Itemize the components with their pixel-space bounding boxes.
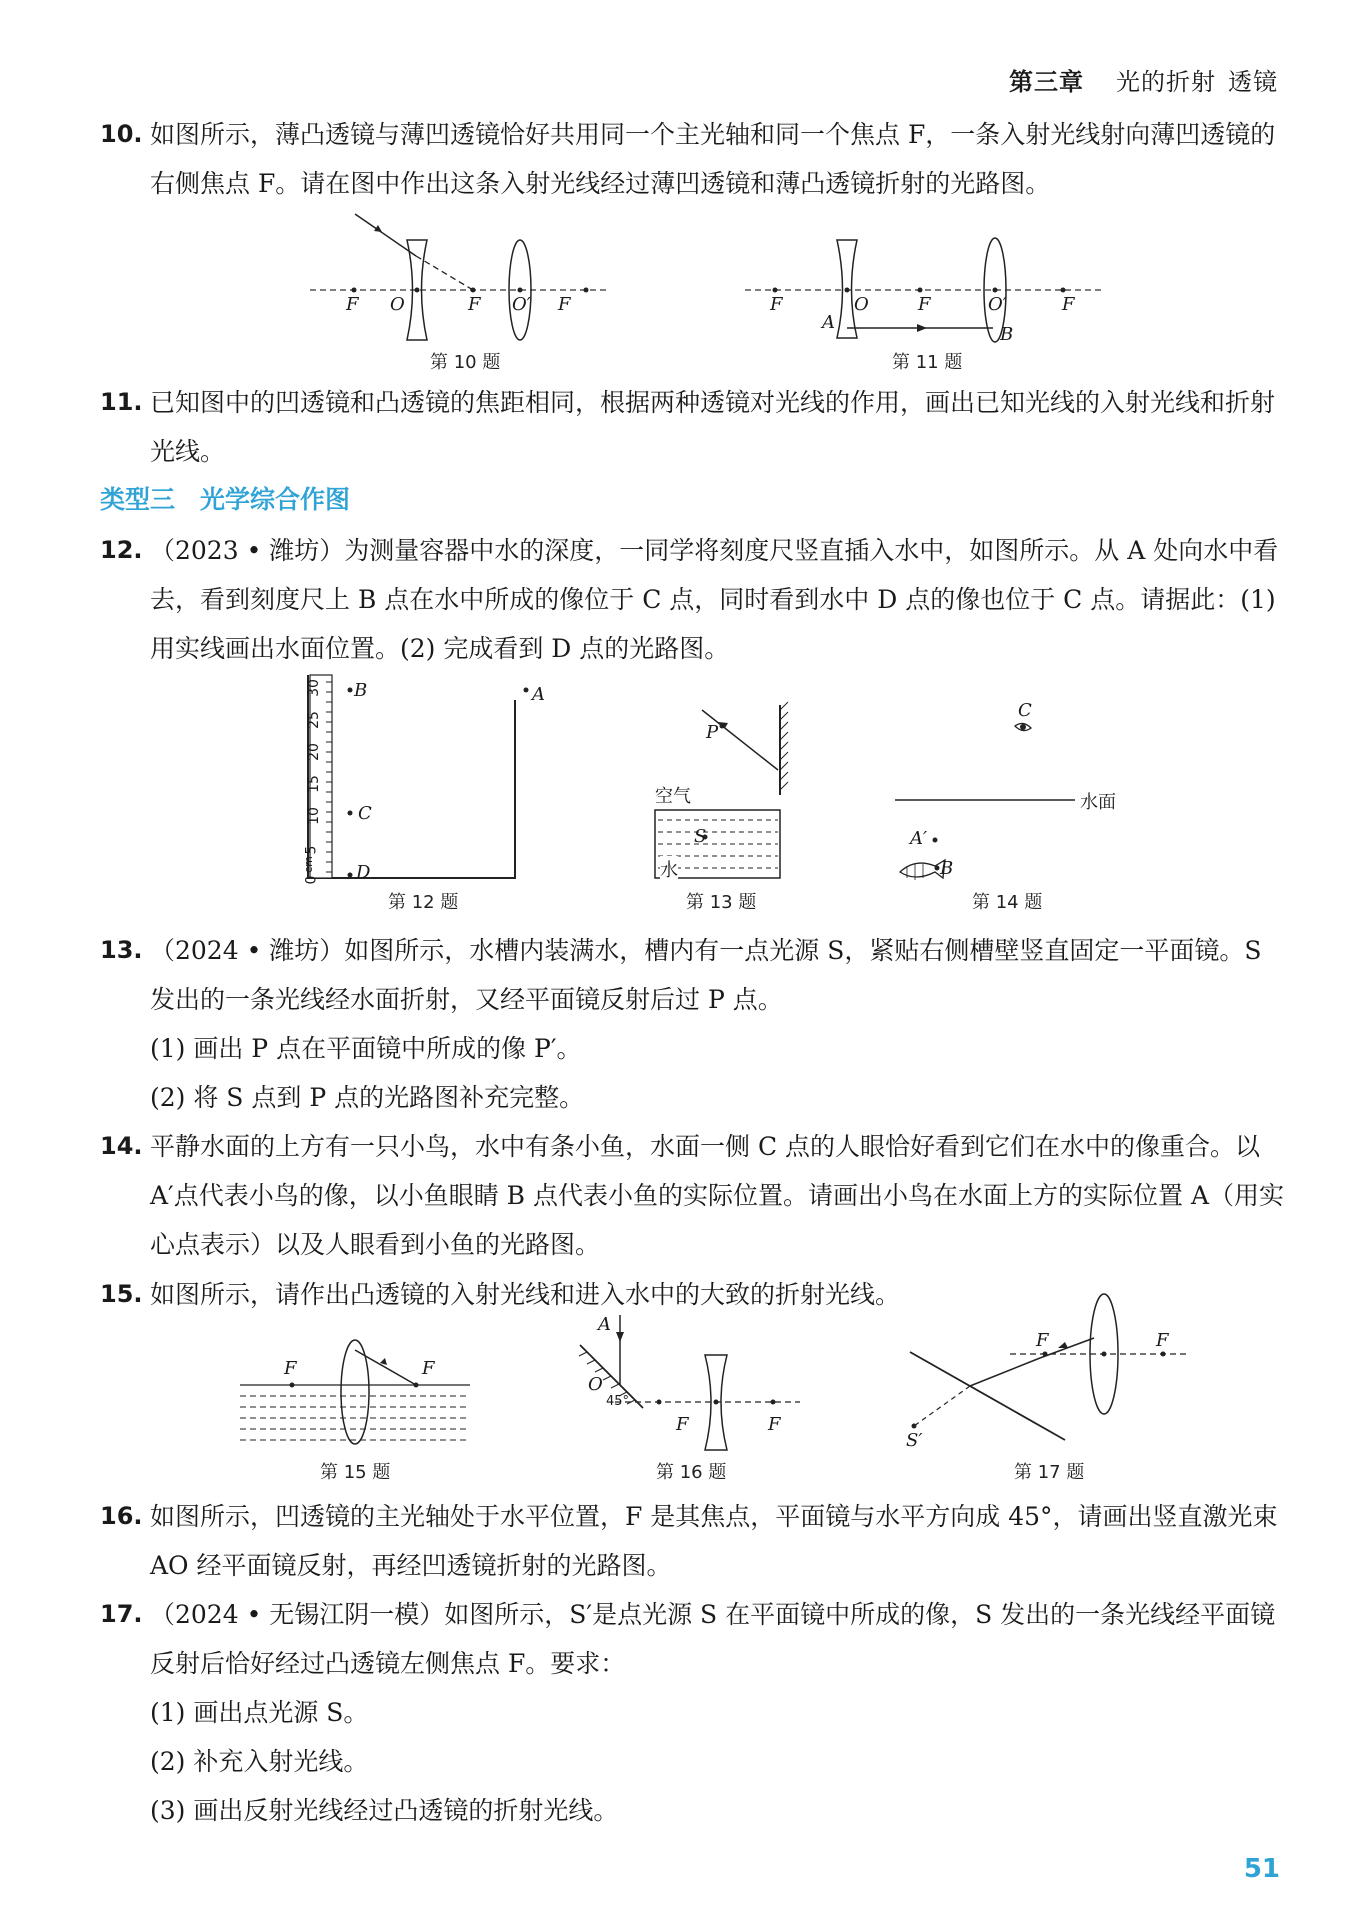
question-number: 14. [100,1132,143,1160]
question-text: （2024 • 无锡江阴一模）如图所示，S′是点光源 S 在平面镜中所成的像，S 发出的一条光线经平面镜反射后恰好经过凸透镜左侧焦点 F。要求： [150,1600,1276,1678]
label-B: B [1000,324,1014,345]
label-F: F [1036,1330,1049,1351]
label-O-prime: O′ [512,294,531,315]
figure-14 [895,700,1095,885]
page-header [1009,62,1278,97]
question-13-sub-2: (2) 将 S 点到 P 点的光路图补充完整。 [150,1083,585,1112]
ruler-tick: 20 [305,743,322,761]
chapter-title-1: 光的折射 [1116,68,1216,96]
figure-10 [310,210,620,370]
label-O: O [588,1374,603,1395]
label-S-prime: S′ [906,1430,923,1451]
question-number: 16. [100,1502,143,1530]
question-14 [100,1122,1290,1269]
question-13 [100,926,1290,1024]
question-number: 13. [100,936,143,964]
label-angle: 45° [606,1394,630,1409]
question-17 [100,1590,1290,1688]
label-P: P [706,722,719,743]
label-water: 水 [660,856,678,882]
question-number: 12. [100,536,143,564]
label-O: O [854,294,869,315]
question-text: 已知图中的凹透镜和凸透镜的焦距相同，根据两种透镜对光线的作用，画出已知光线的入射光线和折射光线。 [150,388,1276,466]
figure-15 [240,1330,470,1450]
label-F: F [676,1414,689,1435]
question-number: 17. [100,1600,143,1628]
question-text: 如图所示，请作出凸透镜的入射光线和进入水中的大致的折射光线。 [150,1280,901,1309]
label-F: F [1156,1330,1169,1351]
label-F: F [558,294,571,315]
ruler-unit: cm [301,856,315,873]
question-10 [100,110,1290,208]
question-17-sub-2: (2) 补充入射光线。 [150,1747,369,1776]
question-number: 15. [100,1280,143,1308]
label-F: F [422,1358,435,1379]
label-B: B [940,858,954,879]
figure-13-caption: 第 13 题 [686,892,757,913]
label-air: 空气 [655,786,691,807]
ruler-tick: 15 [305,775,322,793]
chapter-title-2: 透镜 [1228,68,1278,96]
label-F: F [770,294,783,315]
question-text: （2024 • 潍坊）如图所示，水槽内装满水，槽内有一点光源 S，紧贴右侧槽壁竖直固定一平面镜。S 发出的一条光线经水面折射，又经平面镜反射后过 P 点。 [150,936,1262,1014]
question-12 [100,526,1290,673]
label-A: A [598,1314,611,1335]
question-11 [100,378,1290,476]
label-F: F [918,294,931,315]
page-number: 51 [1243,1854,1280,1884]
question-text: 如图所示，凹透镜的主光轴处于水平位置，F 是其焦点，平面镜与水平方向成 45°，请画出竖直激光束 AO 经平面镜反射，再经凹透镜折射的光路图。 [150,1502,1278,1580]
label-C: C [358,803,372,824]
question-text: 平静水面的上方有一只小鸟，水中有条小鱼，水面一侧 C 点的人眼恰好看到它们在水中的像重合。以 A′点代表小鸟的像，以小鱼眼睛 B 点代表小鱼的实际位置。请画出小鸟在水面上方的实际位置 A（用实心点表示）以及人眼看到小鱼的光路图。 [150,1132,1285,1259]
label-O-prime: O′ [988,294,1007,315]
label-B: B [354,680,368,701]
label-water-surface: 水面 [1080,792,1116,813]
label-F: F [346,294,359,315]
figure-11 [745,210,1110,350]
label-F: F [468,294,481,315]
question-number: 11. [100,388,143,416]
question-number: 10. [100,120,143,148]
figure-11-caption: 第 11 题 [892,352,963,373]
question-17-sub-3: (3) 画出反射光线经过凸透镜的折射光线。 [150,1796,619,1825]
figure-14-caption: 第 14 题 [972,892,1043,913]
question-16 [100,1492,1290,1590]
ruler-tick: 10 [305,807,322,825]
ruler-tick: 0 [303,875,320,885]
question-text: （2023 • 潍坊）为测量容器中水的深度，一同学将刻度尺竖直插入水中，如图所示。从 A 处向水中看去，看到刻度尺上 B 点在水中所成的像位于 C 点，同时看到水中 D 点的像也位于 C 点。请据此：(1) 用实线画出水面位置。(2) 完成看到 D 点的光路图。 [150,536,1279,663]
label-A: A [822,312,835,333]
ruler-tick: 25 [305,711,322,729]
chapter-label: 第三章 [1009,68,1084,96]
figure-17-caption: 第 17 题 [1014,1462,1085,1483]
figure-12 [300,670,530,885]
figure-16-caption: 第 16 题 [656,1462,727,1483]
section-title: 类型三 光学综合作图 [100,485,351,514]
label-F: F [284,1358,297,1379]
figure-12-caption: 第 12 题 [388,892,459,913]
label-F: F [768,1414,781,1435]
figure-10-caption: 第 10 题 [430,352,501,373]
label-S: S [694,826,707,847]
label-A: A [532,684,545,705]
question-13-sub-1: (1) 画出 P 点在平面镜中所成的像 P′。 [150,1034,582,1063]
ruler-tick: 30 [305,679,322,697]
label-D: D [356,862,371,883]
figure-15-caption: 第 15 题 [320,1462,391,1483]
ruler-tick: 5 [303,845,320,855]
label-A-prime: A′ [910,828,928,849]
question-text: 如图所示，薄凸透镜与薄凹透镜恰好共用同一个主光轴和同一个焦点 F，一条入射光线射向薄凹透镜的右侧焦点 F。请在图中作出这条入射光线经过薄凹透镜和薄凸透镜折射的光路图。 [150,120,1276,198]
label-C: C [1018,700,1032,721]
question-17-sub-1: (1) 画出点光源 S。 [150,1698,369,1727]
label-O: O [390,294,405,315]
figure-17 [910,1290,1195,1450]
label-F: F [1062,294,1075,315]
